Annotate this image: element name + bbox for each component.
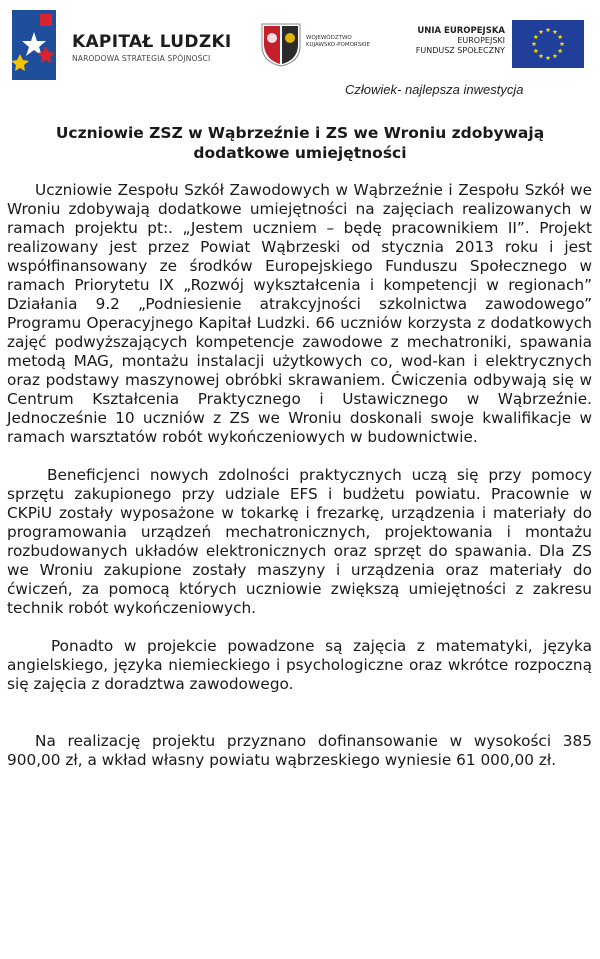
slogan: Człowiek- najlepsza inwestycja — [345, 82, 524, 97]
eu-text — [400, 26, 505, 56]
article-title — [0, 123, 600, 163]
eu-line3: FUNDUSZ SPOŁECZNY — [415, 46, 505, 55]
paragraph-4: Na realizację projektu przyznano dofinansowanie w wysokości 385 900,00 zł, a wkład własny powiatu wąbrzeskiego wyniesie 61 000,00 zł. — [7, 732, 592, 769]
kapital-ludzki-text — [72, 33, 232, 63]
region-text — [306, 35, 370, 49]
article-body — [7, 181, 592, 770]
article-title-line2: dodatkowe umiejętności — [193, 144, 407, 162]
eu-line2: EUROPEJSKI — [457, 36, 505, 45]
region-line1: WOJEWÓDZTWO — [306, 35, 352, 41]
eu-line1: UNIA EUROPEJSKA — [417, 26, 505, 36]
article-title-line1: Uczniowie ZSZ w Wąbrzeźnie i ZS we Wroniu zdobywają — [55, 124, 545, 142]
header — [0, 0, 600, 105]
region-line2: KUJAWSKO-POMORSKIE — [306, 42, 370, 48]
kapital-ludzki-logo-icon — [12, 10, 56, 80]
kapital-ludzki-subtitle: NARODOWA STRATEGIA SPÓJNOŚCI — [72, 54, 211, 63]
paragraph-3: Ponadto w projekcie powadzone są zajęcia z matematyki, języka angielskiego, języka niemieckiego i psychologiczne oraz wkrótce rozpoczną się zajęcia z doradztwa zawodowego. — [7, 637, 592, 693]
kapital-ludzki-title: KAPITAŁ LUDZKI — [72, 32, 232, 52]
eu-flag-icon — [512, 20, 584, 68]
region-coat-of-arms-icon — [260, 22, 302, 68]
paragraph-2: Beneficjenci nowych zdolności praktycznych uczą się przy pomocy sprzętu zakupionego przy udziale EFS i budżetu powiatu. Pracownie w CKPiU zostały wyposażone w tokarkę i frezarkę, urządzenia i materiały do programowania urządzeń mechatronicznych, projektowania i montażu rozbudowanych układów elektronicznych oraz sprzęt do spawania. Dla ZS we Wroniu zakupione zostały maszyny i urządzenia oraz materiały do ćwiczeń, za pomocą których uczniowie zwiększą umiejętności z zakresu technik robót wykończeniowych. — [7, 466, 592, 617]
paragraph-1: Uczniowie Zespołu Szkół Zawodowych w Wąbrzeźnie i Zespołu Szkół we Wroniu zdobywają dodatkowe umiejętności na zajęciach realizowanych w ramach projektu pt:. „Jestem uczniem – będę pracownikiem II”. Projekt realizowany jest przez Powiat Wąbrzeski od stycznia 2013 roku i jest współfinansowany ze środków Europejskiego Funduszu Społecznego w ramach Priorytetu IX „Rozwój wykształcenia i kompetencji w regionach” Działania 9.2 „Podniesienie atrakcyjności szkolnictwa zawodowego” Programu Operacyjnego Kapitał Ludzki. 66 uczniów korzysta z dodatkowych zajęć podwyższających kompetencje zawodowe z mechatroniki, spawania metodą MAG, montażu instalacji użytkowych co, wod-kan i elektrycznych oraz podstawy maszynowej obróbki skrawaniem. Ćwiczenia odbywają się w Centrum Kształcenia Praktycznego i Ustawicznego w Wąbrzeźnie. Jednocześnie 10 uczniów z ZS we Wroniu doskonali swoje kwalifikacje w ramach warsztatów robót wykończeniowych w budownictwie. — [7, 181, 592, 446]
